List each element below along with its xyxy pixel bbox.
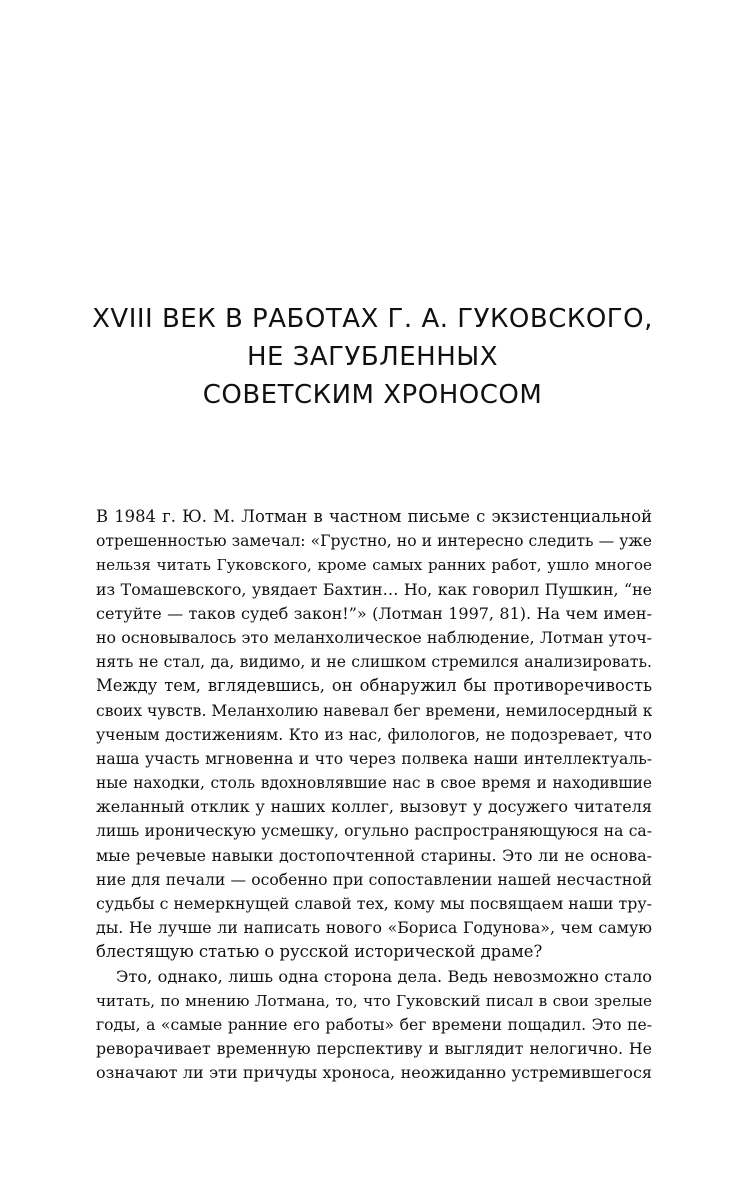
text-line: ные находки, столь вдохновлявшие нас в свое время и находившие	[96, 774, 652, 793]
text-line: сетуйте — таков судеб закон!”» (Лотман 1997, 81). На чем имен-	[96, 603, 652, 623]
chapter-title	[0, 300, 745, 414]
text-line: годы, а «самые ранние его работы» бег времени пощадил. Это пе-	[96, 1015, 652, 1034]
text-line: ды. Не лучше ли написать нового «Бориса Годунова», чем самую	[96, 918, 652, 938]
text-line: наша участь мгновенна и что через полвека наши интеллектуаль-	[96, 749, 652, 768]
text-line: своих чувств. Меланхолию навевал бег времени, немилосердный к	[96, 701, 652, 720]
text-line: нельзя читать Гуковского, кроме самых ранних работ, ушло многое	[96, 556, 652, 575]
text-line: реворачивает временную перспективу и выглядит нелогично. Не	[96, 1039, 652, 1059]
text-line: Это, однако, лишь одна сторона дела. Ведь невозможно стало	[116, 966, 652, 986]
text-line: желанный отклик у наших коллег, вызовут у досужего читателя	[96, 797, 652, 817]
text-line: лишь ироническую усмешку, огульно распространяющуюся на са-	[96, 822, 652, 841]
chapter-title-line: XVIII ВЕК В РАБОТАХ Г. А. ГУКОВСКОГО,	[92, 304, 653, 334]
text-line: Между тем, вглядевшись, он обнаружил бы противоречивость	[96, 676, 652, 696]
text-line: отрешенностью замечал: «Грустно, но и интересно следить — уже	[96, 532, 652, 551]
text-line: нять не стал, да, видимо, и не слишком стремился анализировать.	[96, 653, 652, 672]
text-line: но основывалось это меланхолическое наблюдение, Лотман уточ-	[96, 627, 652, 647]
chapter-title-line: НЕ ЗАГУБЛЕННЫХ	[246, 342, 499, 372]
text-line: ние для печали — особенно при сопоставлении нашей несчастной	[96, 870, 652, 889]
body-text	[96, 505, 652, 1086]
text-line: из Томашевского, увядает Бахтин… Но, как говорил Пушкин, “не	[96, 579, 652, 599]
text-line: блестящую статью о русской исторической драме?	[96, 942, 543, 962]
text-line: ученым достижениям. Кто из нас, филологов, не подозревает, что	[96, 725, 652, 744]
text-line: судьбы с немеркнущей славой тех, кому мы посвящаем наши тру-	[96, 894, 652, 913]
text-line: В 1984 г. Ю. М. Лотман в частном письме с экзистенциальной	[96, 507, 652, 526]
chapter-title-line: СОВЕТСКИМ ХРОНОСОМ	[202, 380, 543, 410]
text-line: означают ли эти причуды хроноса, неожиданно устремившегося	[96, 1063, 652, 1083]
text-line: читать, по мнению Лотмана, то, что Гуковский писал в свои зрелые	[96, 991, 652, 1010]
text-line: мые речевые навыки достопочтенной старины. Это ли не основа-	[96, 845, 652, 865]
